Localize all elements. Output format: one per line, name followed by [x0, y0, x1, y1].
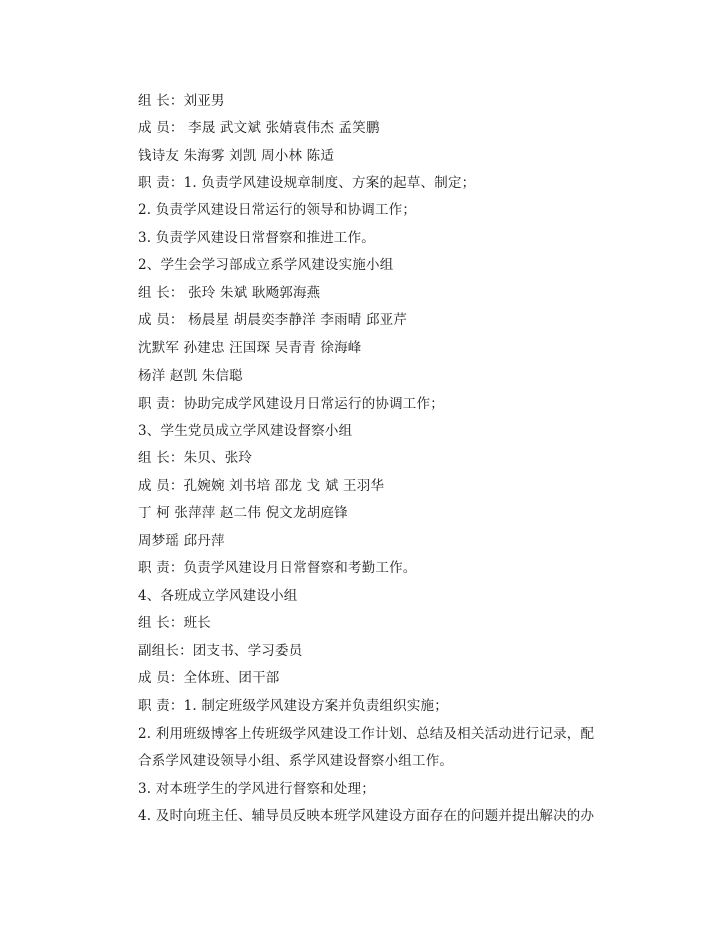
text-line: 职 责：负责学风建设月日常督察和考勤工作。	[138, 560, 417, 576]
text-line: 成 员： 李晟 武文斌 张婧袁伟杰 孟笑鹏	[138, 120, 380, 136]
text-line: 沈默军 孙建忠 汪国琛 吴青青 徐海峰	[138, 340, 362, 356]
text-line: 组 长： 张玲 朱斌 耿飏郭海燕	[138, 285, 321, 301]
text-line: 成 员：全体班、团干部	[138, 670, 280, 686]
text-line: 2. 利用班级博客上传班级学风建设工作计划、总结及相关活动进行记录，配	[138, 726, 595, 742]
text-line: 组 长：班长	[138, 615, 211, 631]
text-line: 副组长：团支书、学习委员	[138, 643, 303, 659]
text-line: 组 长：朱贝、张玲	[138, 450, 253, 466]
section-heading: 2、学生会学习部成立系学风建设实施小组	[138, 257, 394, 273]
section-heading: 4、各班成立学风建设小组	[138, 588, 298, 604]
text-line: 职 责：1. 负责学风建设规章制度、方案的起草、制定；	[138, 175, 476, 191]
text-line: 3. 负责学风建设日常督察和推进工作。	[138, 230, 375, 246]
text-line: 3. 对本班学生的学风进行督察和处理；	[138, 781, 375, 797]
text-line: 职 责：协助完成学风建设月日常运行的协调工作；	[138, 396, 444, 412]
text-line: 丁 柯 张萍萍 赵二伟 倪文龙胡庭锋	[138, 505, 348, 521]
text-line: 成 员： 杨晨星 胡晨奕李静洋 李雨晴 邱亚芹	[138, 312, 408, 328]
text-line: 4. 及时向班主任、辅导员反映本班学风建设方面存在的问题并提出解决的办	[138, 808, 595, 824]
section-heading: 3、学生党员成立学风建设督察小组	[138, 423, 353, 439]
text-line: 合系学风建设领导小组、系学风建设督察小组工作。	[138, 753, 454, 769]
text-line: 周梦瑶 邱丹萍	[138, 533, 225, 549]
text-line: 成 员：孔婉婉 刘书培 邵龙 戈 斌 王羽华	[138, 478, 385, 494]
text-line: 2. 负责学风建设日常运行的领导和协调工作；	[138, 202, 417, 218]
text-line: 组 长：刘亚男	[138, 93, 225, 109]
text-line: 钱诗友 朱海雾 刘凯 周小林 陈适	[138, 148, 335, 164]
text-line: 杨洋 赵凯 朱信聪	[138, 368, 243, 384]
text-line: 职 责：1. 制定班级学风建设方案并负责组织实施；	[138, 698, 448, 714]
